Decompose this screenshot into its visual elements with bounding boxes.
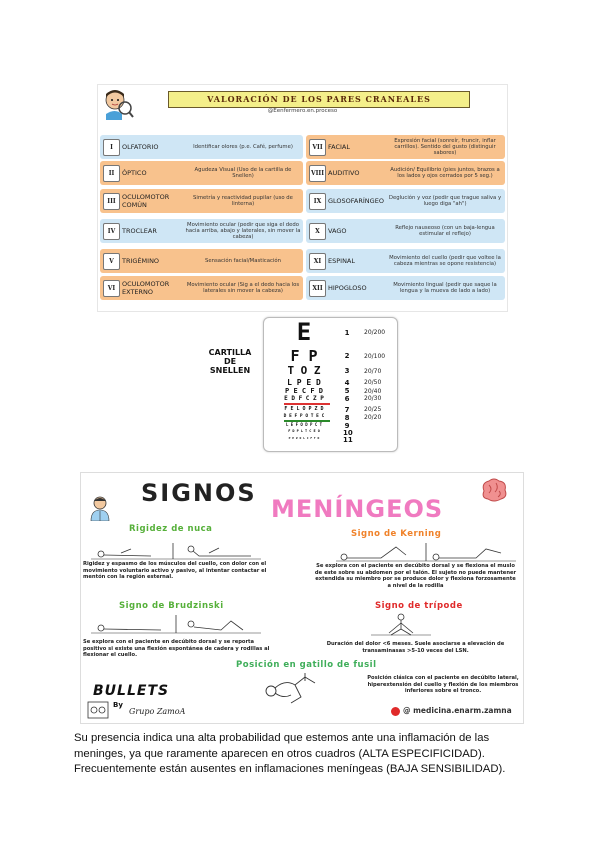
tripode-desc: Duración del dolor <6 meses. Suele asociarse a elevación de transaminasas >5-10 veces del LSN. — [326, 641, 505, 654]
nerve-row — [100, 219, 303, 243]
snellen-acuity: 20/70 — [364, 367, 382, 375]
brudzinski-title: Signo de Brudzinski — [119, 601, 224, 611]
snellen-acuity: 20/25 — [364, 406, 382, 413]
snellen-letters: D E F P O T E C — [283, 414, 325, 419]
nerve-name: ESPINAL — [328, 257, 355, 265]
nerve-name: TROCLEAR — [122, 227, 157, 235]
nerve-description: Movimiento ocular (pedir que siga el dedo hacia arriba, abajo y laterales, sin mover la cabeza) — [185, 221, 301, 241]
nerve-description: Identificar olores (p.e. Café, perfume) — [193, 143, 293, 150]
nerve-name: OCULOMOTOR COMÚN — [122, 193, 170, 209]
rigidez-illustration-icon — [91, 539, 261, 561]
snellen-acuity: 20/20 — [364, 414, 382, 421]
kerning-title: Signo de Kerning — [351, 529, 442, 539]
instagram-handle: @ medicina.enarm.zamna — [403, 706, 512, 715]
nerve-row — [306, 189, 505, 213]
paragraph-line: Su presencia indica una alta probabilidad que estemos ante una inflamación de las — [74, 732, 490, 744]
snellen-letters: L E F O D P C T — [285, 422, 323, 427]
nerve-number: IV — [103, 223, 120, 240]
snellen-acuity: 20/100 — [364, 352, 386, 360]
nerve-description: Deglución y voz (pedir que trague saliva y luego diga "ah") — [388, 194, 502, 207]
nerve-number: IX — [309, 193, 326, 210]
signos-title-2: MENÍNGEOS — [271, 495, 444, 523]
instagram-icon — [391, 707, 400, 716]
nerve-name: AUDITIVO — [328, 169, 360, 177]
snellen-row-number: 6 — [344, 395, 350, 403]
snellen-letters: F E L O P Z D — [284, 406, 324, 412]
nerve-row — [100, 135, 303, 159]
rigidez-desc: Rigidez y espasmo de los músculos del cuello, con dolor con el movimiento voluntario activo y pasivo, al intentar contactar el mentón con la región esternal. — [83, 561, 267, 581]
gatillo-desc: Posición clásica con el paciente en decúbito lateral, hiperextensión del cuello y flexión de los miembros inferiores sobre el tronco. — [367, 675, 519, 695]
meningeal-signs-panel — [80, 472, 524, 724]
nerve-number: V — [103, 253, 120, 270]
nerve-name: HIPOGLOSO — [328, 284, 367, 292]
snellen-row-number: 1 — [344, 328, 350, 337]
snellen-letters: L P E D — [287, 378, 321, 387]
nerve-row — [306, 219, 505, 243]
snellen-row-number: 4 — [344, 378, 350, 387]
snellen-row-number: 7 — [344, 406, 350, 414]
snellen-acuity: 20/30 — [364, 395, 382, 402]
nerve-name: VAGO — [328, 227, 347, 235]
snellen-acuity: 20/40 — [364, 387, 382, 395]
nerve-description: Expresión facial (sonreír, fruncir, inflar carrillos). Sentido del gusto (distinguir sabores) — [394, 137, 496, 157]
cranial-title: VALORACIÓN DE LOS PARES CRANEALES — [168, 91, 470, 108]
tripode-illustration-icon — [371, 611, 431, 637]
snellen-label: CARTILLA DE SNELLEN — [208, 348, 252, 375]
nerve-description: Agudeza Visual (Uso de la cartilla de Snellen) — [194, 166, 292, 179]
nerve-number: I — [103, 139, 120, 156]
brudzinski-illustration-icon — [91, 613, 261, 635]
snellen-red-line — [284, 403, 330, 405]
group-logo-icon — [87, 701, 109, 719]
nerve-number: II — [103, 165, 120, 182]
nerve-description: Movimiento del cuello (pedir que voltee la cabeza mientras se opone resistencia) — [389, 254, 501, 267]
kerning-illustration-icon — [336, 541, 516, 563]
nerve-name: GLOSOFARÍNGEO — [328, 197, 384, 205]
snellen-green-line — [284, 420, 330, 422]
signos-title-1: SIGNOS — [141, 479, 257, 507]
nerve-row — [306, 249, 505, 273]
nerve-row — [100, 276, 303, 300]
tripode-title: Signo de trípode — [375, 601, 463, 611]
nerve-row — [100, 161, 303, 185]
snellen-row-number: 11 — [343, 436, 353, 444]
brain-icon — [479, 477, 509, 503]
nerve-number: VII — [309, 139, 326, 156]
bullets-by: By — [113, 701, 123, 709]
cranial-header — [98, 85, 507, 119]
nerve-number: VI — [103, 280, 120, 297]
nerve-row — [306, 135, 505, 159]
nerve-number: VIII — [309, 165, 326, 182]
snellen-letters: E D F C Z P — [284, 395, 324, 402]
nerve-name: ÓPTICO — [122, 169, 147, 177]
nerve-description: Sensación facial/Masticación — [205, 257, 281, 264]
snellen-acuity: 20/200 — [364, 329, 386, 336]
nerve-name: TRIGÉMINO — [122, 257, 160, 265]
snellen-row-number: 2 — [344, 352, 350, 360]
snellen-row-number: 8 — [344, 414, 350, 422]
cranial-handle: @Eenfermero.en.proceso — [267, 108, 338, 114]
nerve-description: Movimiento ocular (Sig a el dedo hacia los laterales sin mover la cabeza) — [186, 281, 300, 294]
nerve-description: Simetría y reactividad pupilar (uso de linterna) — [193, 194, 293, 207]
snellen-letters: T O Z — [287, 364, 321, 377]
nerve-description: Audición/ Equilibrio (pies juntos, brazos a los lados y ojos cerrados por 5 seg.) — [390, 166, 500, 179]
nerve-number: X — [309, 223, 326, 240]
doctor-icon — [89, 495, 111, 521]
body-paragraph — [74, 731, 544, 778]
gatillo-title: Posición en gatillo de fusil — [236, 660, 377, 670]
bullets-logo: BULLETS — [93, 683, 170, 699]
kerning-desc: Se explora con el paciente en decúbito dorsal y se flexiona el muslo de este sobre su abdomen por el talón. El sujeto no puede mantener extendida su miembro por se produce dolor y flexiona forzosamente a nivel de la rodilla — [314, 563, 517, 589]
nerve-row — [306, 161, 505, 185]
snellen-letters: F P — [290, 347, 318, 365]
paragraph-line: meninges, ya que raramente aparecen en otros cuadros (ALTA ESPECIFICIDAD). — [74, 747, 485, 760]
nerve-name: FACIAL — [328, 143, 350, 151]
nerve-name: OCULOMOTOR EXTERNO — [122, 280, 170, 296]
gatillo-illustration-icon — [261, 671, 325, 707]
snellen-letters: E — [296, 318, 312, 346]
nerve-row — [306, 276, 505, 300]
rigidez-title: Rigidez de nuca — [129, 524, 213, 534]
snellen-row-number: 3 — [344, 367, 350, 375]
snellen-acuity: 20/50 — [364, 379, 382, 386]
nerve-number: XII — [309, 280, 326, 297]
snellen-row-number: 9 — [344, 422, 350, 430]
nerve-number: XI — [309, 253, 326, 270]
snellen-row-number: 5 — [344, 387, 350, 395]
paragraph-line: Frecuentemente están ausentes en inflamaciones meníngeas (BAJA SENSIBILIDAD). — [74, 763, 506, 775]
cranial-nerves-panel — [97, 84, 508, 312]
snellen-letters: F D P L T C E O — [288, 429, 320, 433]
group-name: Grupo ZamoA — [129, 707, 186, 716]
snellen-chart — [263, 317, 398, 452]
snellen-row-number: 10 — [343, 429, 353, 437]
nerve-name: OLFATORIO — [122, 143, 159, 151]
brudzinski-desc: Se explora con el paciente en decúbito dorsal y se reporta positivo si existe una flexión espontánea de cadera y rodillas al flexionar el cuello. — [83, 639, 270, 659]
nerve-row — [100, 189, 303, 213]
nerve-description: Movimiento lingual (pedir que saque la lengua y la mueva de lado a lado) — [393, 281, 497, 294]
nerve-row — [100, 249, 303, 273]
snellen-letters: P E Z O L C F T D — [288, 436, 320, 440]
snellen-letters: P E C F D — [285, 387, 323, 395]
nerve-description: Reflejo nauseoso (con un baja-lengua estimular el reflejo) — [395, 224, 495, 237]
nurse-avatar-icon — [100, 86, 134, 120]
nerve-number: III — [103, 193, 120, 210]
